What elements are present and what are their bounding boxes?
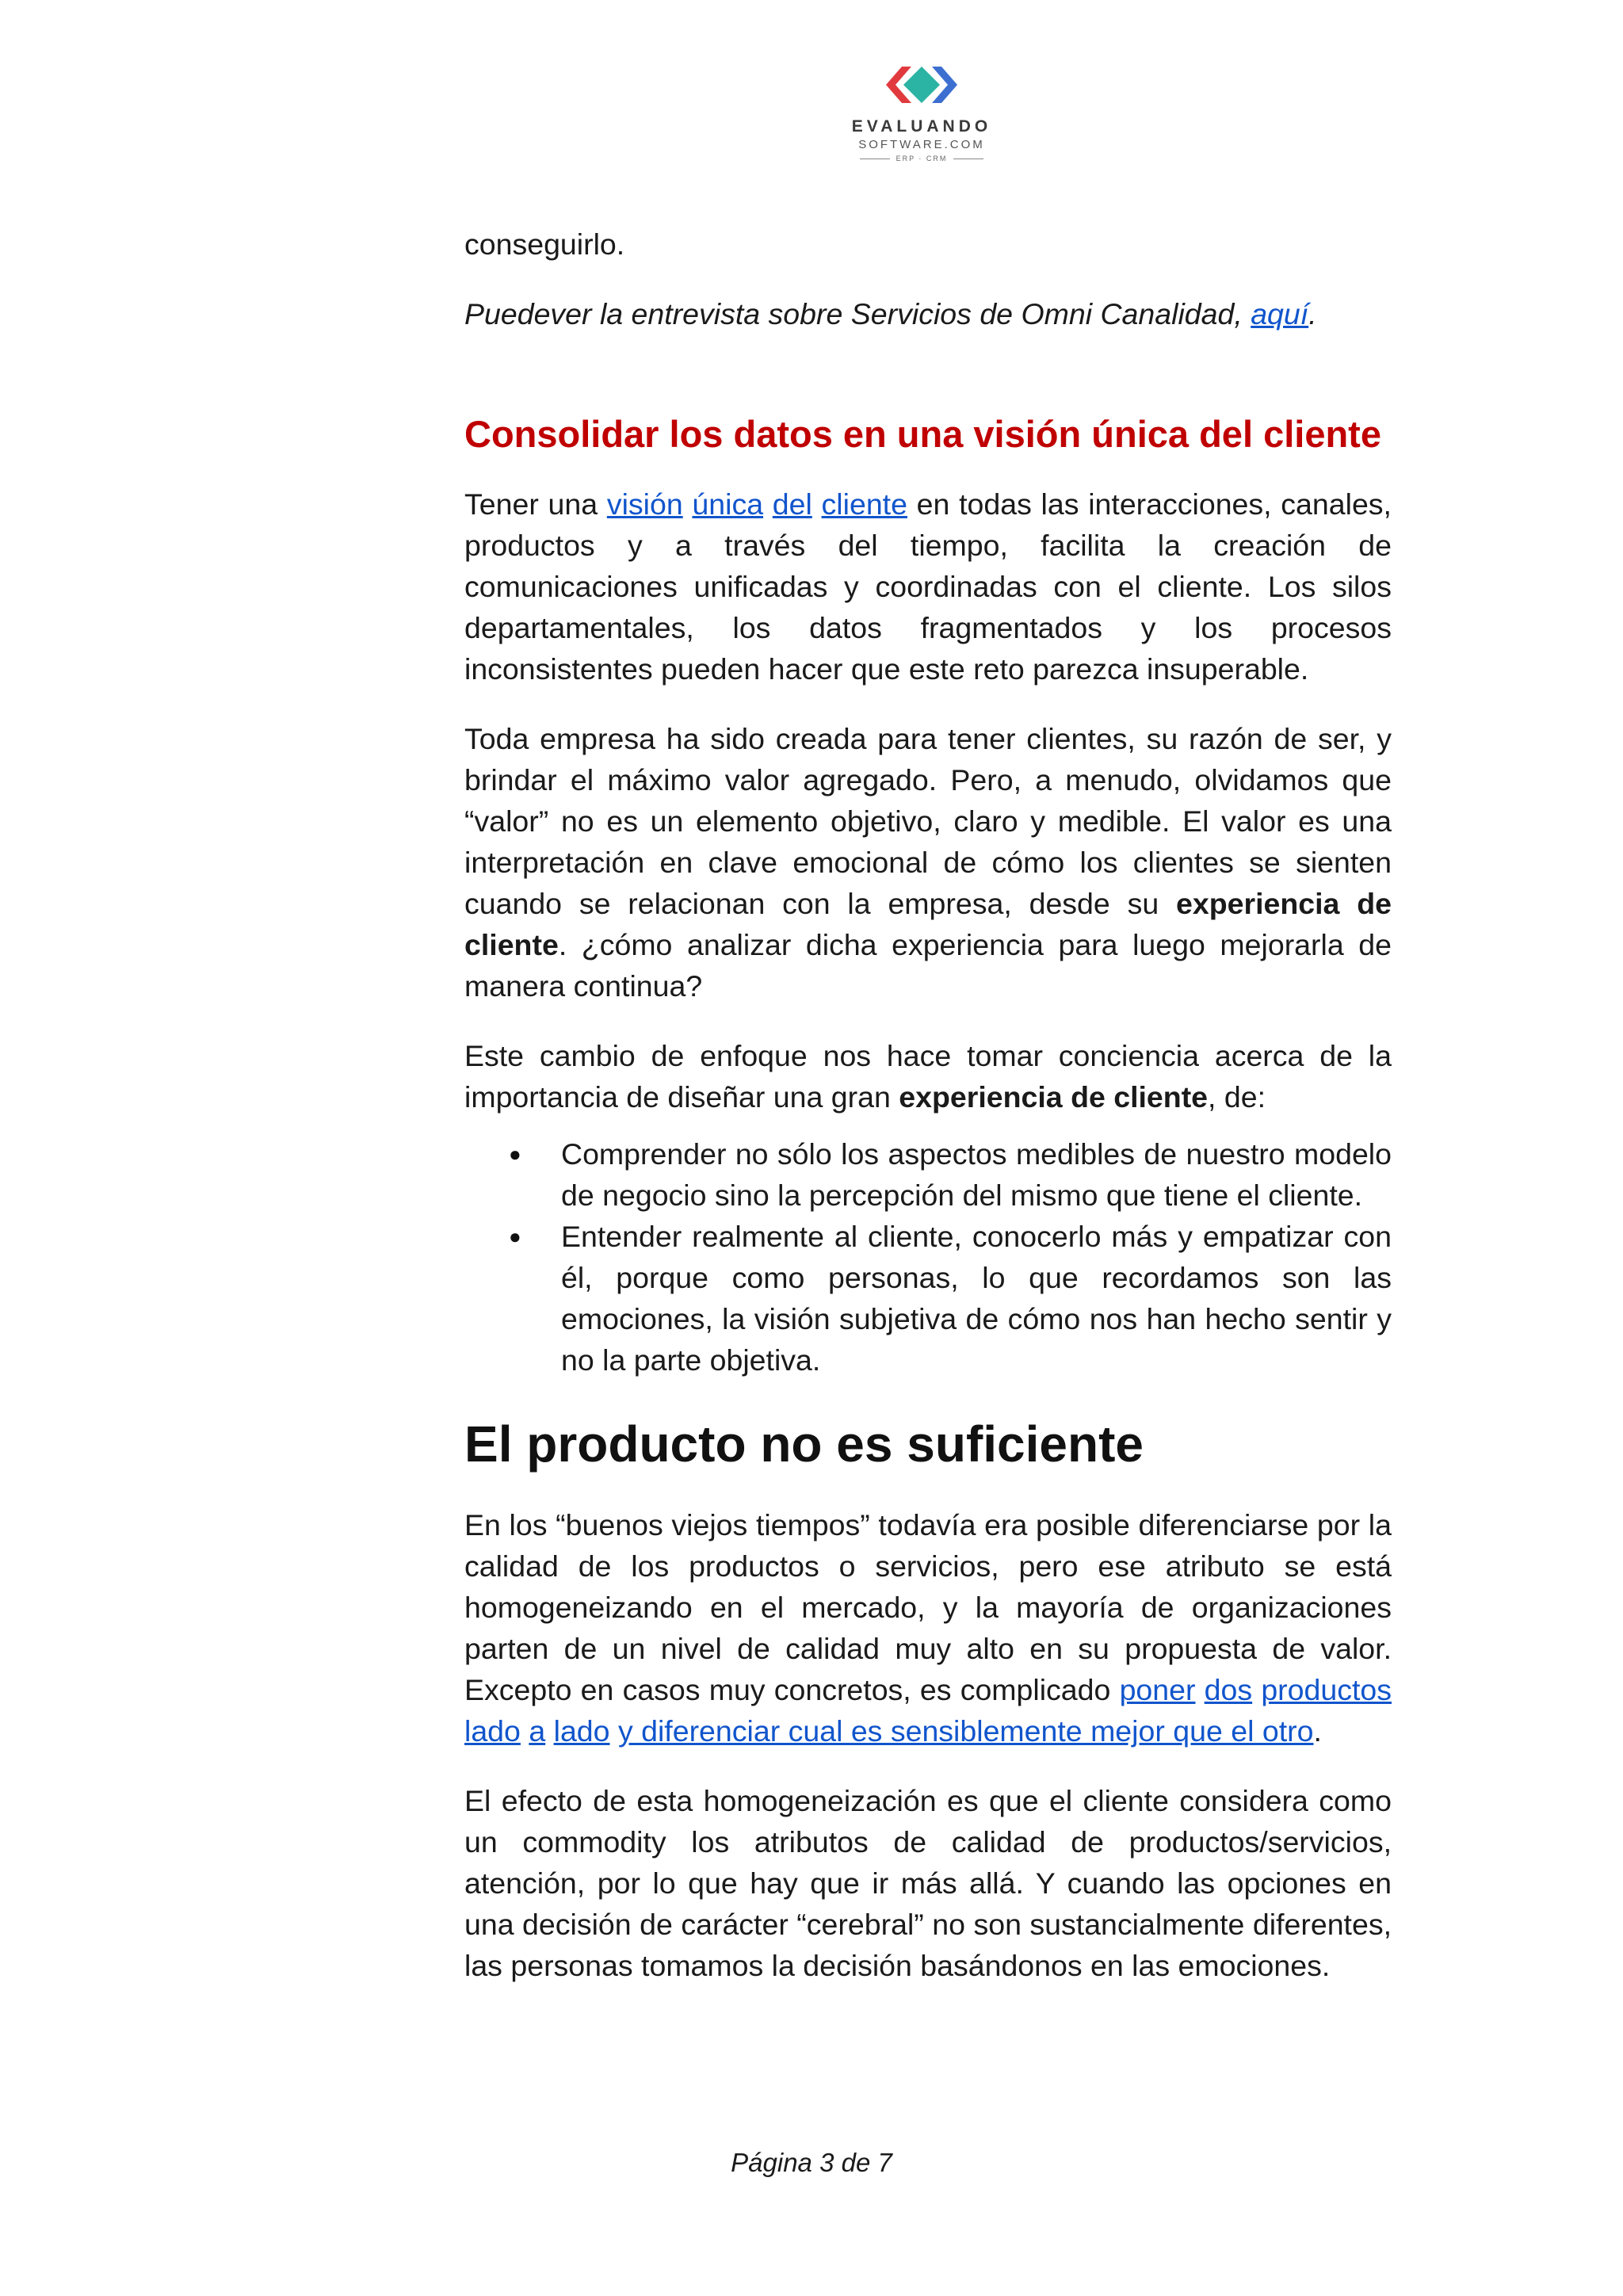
link-dos[interactable]: dos <box>1204 1673 1253 1706</box>
link-del[interactable]: del <box>772 487 812 521</box>
link-a[interactable]: a <box>529 1714 546 1748</box>
link-unica[interactable]: única <box>692 487 764 521</box>
paragraph-buenos-tiempos: En los “buenos viejos tiempos” todavía era posible diferenciarse por la calidad de los productos o servicios, pero ese atributo se está homogeneizando en el mercado, y la mayoría de organizaciones parten de un nivel de calidad muy alto en su propuesta de valor. Excepto en casos muy concretos, es complicado poner dos productos lado a lado y diferenciar cual es sensiblemente mejor que el otro. <box>464 1508 1392 1748</box>
logo-tagline: ERP · CRM <box>860 155 984 162</box>
interview-link[interactable]: aquí <box>1251 297 1309 330</box>
link-productos[interactable]: productos <box>1261 1673 1392 1706</box>
company-logo <box>846 57 997 176</box>
document-body <box>464 223 1392 2015</box>
link-diferenciar[interactable]: y diferenciar cual es sensiblemente mejor que el otro <box>617 1714 1314 1748</box>
paragraph-homogeneizacion: El efecto de esta homogeneización es que el cliente considera como un commodity los atributos de calidad de productos/servicios, atención, por lo que hay que ir más allá. Y cuando las opciones en una decisión de carácter “cerebral” no son sustancialmente diferentes, las personas tomamos la decisión basándonos en las emociones. <box>464 1784 1392 1982</box>
intro-line: conseguirlo. <box>464 227 625 261</box>
link-cliente[interactable]: cliente <box>821 487 907 521</box>
list-item: ● Entender realmente al cliente, conocerlo más y empatizar con él, porque como personas, lo que recordamos son las emociones, la visión subjetiva de cómo nos han hecho sentir y no la parte objetiva. <box>561 1216 1392 1381</box>
interview-note: Puedever la entrevista sobre Servicios de Omni Canalidad, aquí. <box>464 297 1317 330</box>
page-number: Página 3 de 7 <box>731 2148 892 2177</box>
section-heading-producto: El producto no es suficiente <box>464 1415 1144 1473</box>
benefits-list <box>464 1133 1392 1381</box>
logo-text-primary: EVALUANDO <box>851 117 992 136</box>
link-lado[interactable]: lado <box>464 1714 521 1748</box>
section-heading-consolidar: Consolidar los datos en una visión única del cliente <box>464 413 1381 455</box>
list-item: ● Comprender no sólo los aspectos medibles de nuestro modelo de negocio sino la percepción del mismo que tiene el cliente. <box>561 1133 1392 1216</box>
logo-mark-icon <box>870 57 973 113</box>
link-lado-2[interactable]: lado <box>553 1714 610 1748</box>
paragraph-vision-unica: Tener una visión única del cliente en todas las interacciones, canales, productos y a través del tiempo, facilita la creación de comunicaciones unificadas y coordinadas con el cliente. Los silos departamentales, los datos fragmentados y los procesos inconsistentes pueden hacer que este reto parezca insuperable. <box>464 487 1392 686</box>
logo-text-secondary: SOFTWARE.COM <box>858 138 985 151</box>
paragraph-cambio-enfoque: Este cambio de enfoque nos hace tomar conciencia acerca de la importancia de diseñar una gran experiencia de cliente, de: <box>464 1039 1392 1114</box>
link-vision[interactable]: visión <box>606 487 683 521</box>
paragraph-valor: Toda empresa ha sido creada para tener clientes, su razón de ser, y brindar el máximo valor agregado. Pero, a menudo, olvidamos que “valor” no es un elemento objetivo, claro y medible. El valor es una interpretación en clave emocional de cómo los clientes se sienten cuando se relacionan con la empresa, desde su experiencia de cliente. ¿cómo analizar dicha experiencia para luego mejorarla de manera continua? <box>464 722 1392 1003</box>
link-poner[interactable]: poner <box>1119 1673 1196 1706</box>
